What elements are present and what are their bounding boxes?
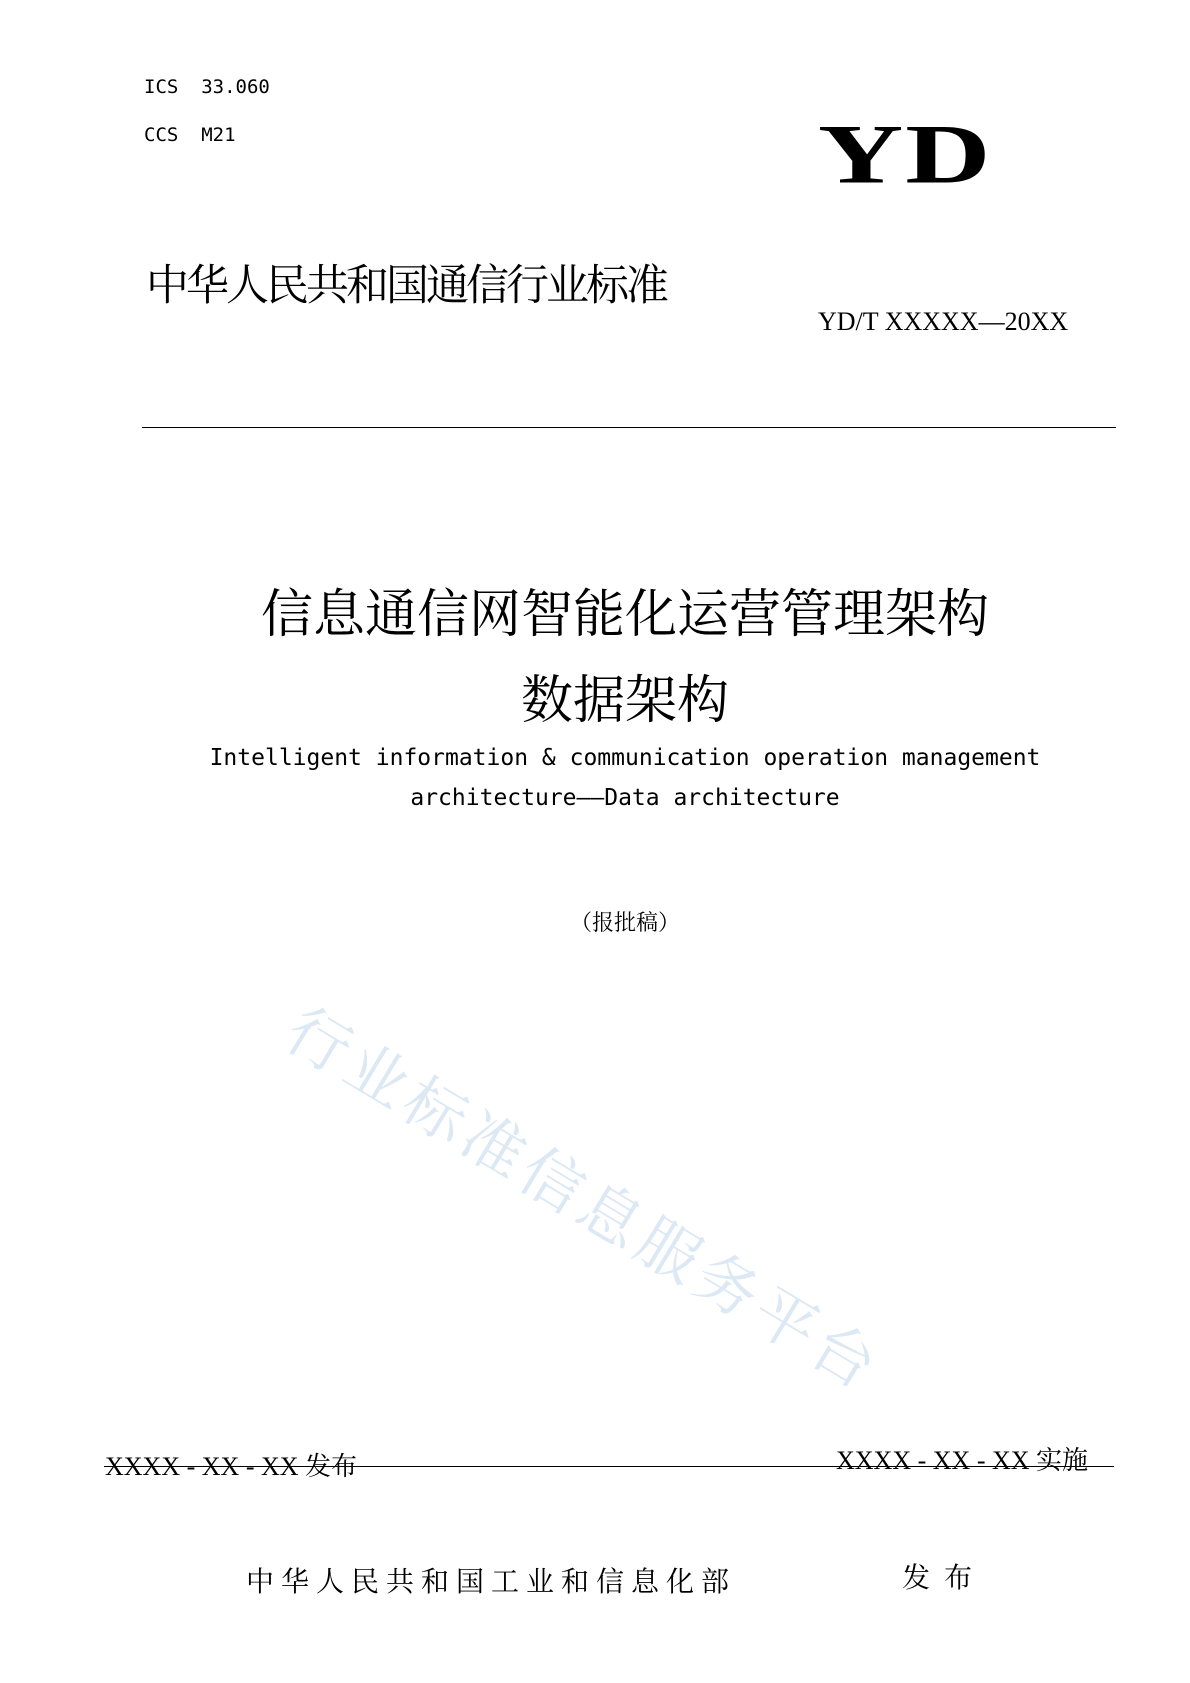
top-divider: [142, 427, 1116, 428]
title-en-line1: Intelligent information & communication operation management: [209, 745, 1041, 771]
watermark: 行业标准信息服务平台: [273, 993, 895, 1406]
issuer: 中华人民共和国工业和信息化部: [246, 1565, 737, 1598]
ccs-code: CCS M21: [144, 124, 236, 146]
draft-status: （报批稿）: [569, 910, 680, 935]
ics-code: ICS 33.060: [144, 76, 270, 98]
implement-date: XXXX - XX - XX 实施: [836, 1446, 1089, 1475]
yd-logo: YD: [818, 106, 993, 202]
standard-category: 中华人民共和国通信行业标准: [146, 261, 666, 311]
standard-number: YD/T XXXXX—20XX: [818, 307, 1069, 336]
publish-date: XXXX - XX - XX 发布: [105, 1452, 358, 1481]
title-en-line2: architecture——Data architecture: [410, 785, 840, 811]
bottom-divider: [104, 1466, 1114, 1467]
title-cn-line1: 信息通信网智能化运营管理架构: [260, 585, 989, 645]
title-cn-line2: 数据架构: [520, 671, 729, 731]
publish-label: 发布: [902, 1561, 987, 1594]
